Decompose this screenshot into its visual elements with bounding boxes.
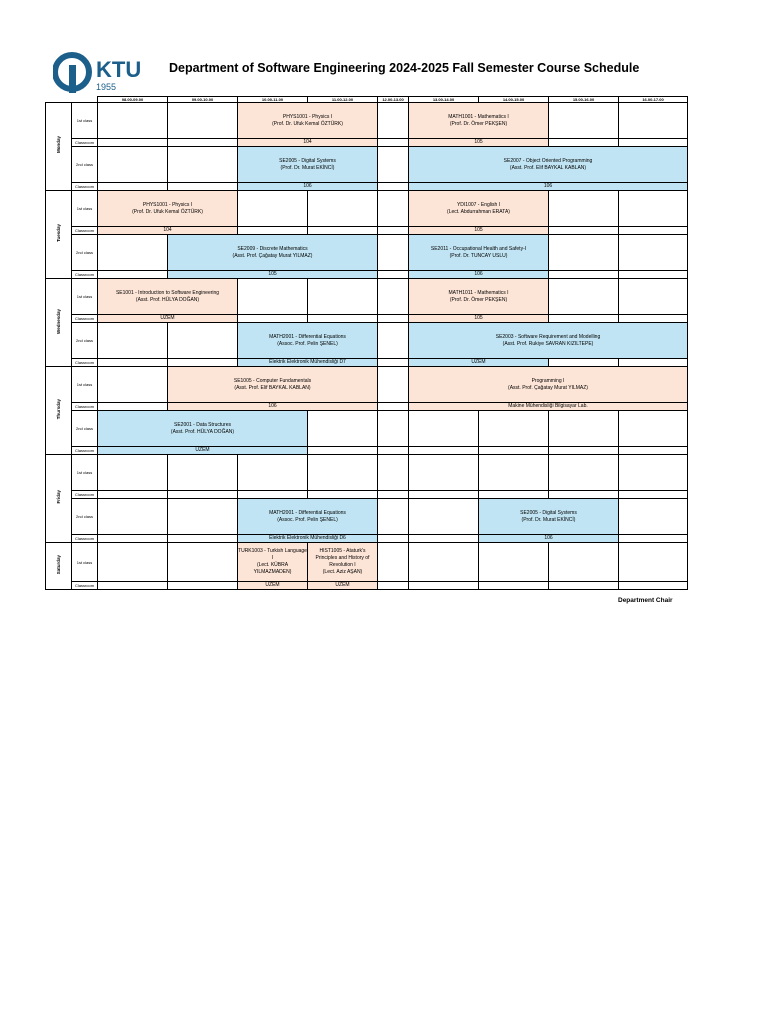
row-label: 2nd class <box>72 411 98 447</box>
course-cell: TURK1003 - Turkish Language I (Lect. KÜBRA YILMAZMADEN) <box>238 543 308 582</box>
classroom-cell: 106 <box>409 271 549 279</box>
day-tuesday: Tuesday <box>46 191 72 279</box>
logo-year: 1955 <box>96 82 117 92</box>
tuesday-2nd-class-row <box>46 235 688 271</box>
row-label: 1st class <box>72 279 98 315</box>
course-cell: SE2011 - Occupational Health and Safety-I (Prof. Dr. TUNCAY USLU) <box>409 235 549 271</box>
tuesday-classroom-row <box>46 271 688 279</box>
row-label: Classroom <box>72 315 98 323</box>
course-cell: YDI1007 - English I (Lect. Abdurrahman ERATA) <box>409 191 549 227</box>
time-slot: 12.00-13.00 <box>378 97 409 103</box>
time-slot: 11.00-12.00 <box>308 97 378 103</box>
course-cell: MATH1011 - Mathematics I (Prof. Dr. Ömer PEKŞEN) <box>409 279 549 315</box>
time-slot: 14.00-15.00 <box>479 97 549 103</box>
wednesday-2nd-class-row <box>46 323 688 359</box>
wednesday-classroom-row <box>46 315 688 323</box>
friday-2nd-class-row <box>46 499 688 535</box>
row-label: 2nd class <box>72 235 98 271</box>
row-label: Classroom <box>72 183 98 191</box>
classroom-cell: 106 <box>479 535 619 543</box>
saturday-classroom-row <box>46 582 688 590</box>
time-slot: 16.00-17.00 <box>619 97 688 103</box>
page-title: Department of Software Engineering 2024-2025 Fall Semester Course Schedule <box>169 61 640 75</box>
day-wednesday: Wednesday <box>46 279 72 367</box>
day-monday: Monday <box>46 103 72 191</box>
ktu-logo <box>53 51 163 93</box>
thursday-1st-class-row <box>46 367 688 403</box>
friday-1st-class-row <box>46 455 688 491</box>
classroom-cell: 105 <box>409 227 549 235</box>
day-friday: Friday <box>46 455 72 543</box>
course-cell: PHYS1001 - Physics I (Prof. Dr. Ufuk Kemal ÖZTÜRK) <box>98 191 238 227</box>
row-label: 1st class <box>72 455 98 491</box>
course-cell: Programming I (Asst. Prof. Çağatay Murat YILMAZ) <box>409 367 688 403</box>
row-label: Classroom <box>72 271 98 279</box>
tuesday-classroom-row <box>46 227 688 235</box>
row-label: Classroom <box>72 359 98 367</box>
course-cell: MATH2001 - Differential Equations (Assoc. Prof. Pelin ŞENEL) <box>238 499 378 535</box>
time-slot: 09.00-10.00 <box>168 97 238 103</box>
classroom-cell: 106 <box>168 403 378 411</box>
classroom-cell: Makine Mühendisliği Bilgisayar Lab. <box>409 403 688 411</box>
classroom-cell: 105 <box>409 139 549 147</box>
row-label: 2nd class <box>72 323 98 359</box>
thursday-classroom-row <box>46 447 688 455</box>
course-cell: SE2003 - Software Requirement and Modelling (Asst. Prof. Rukiye SAVRAN KIZILTEPE) <box>409 323 688 359</box>
course-cell: PHYS1001 - Physics I (Prof. Dr. Ufuk Kemal ÖZTÜRK) <box>238 103 378 139</box>
classroom-cell: UZEM <box>98 315 238 323</box>
classroom-cell: 104 <box>238 139 378 147</box>
classroom-cell: UZEM <box>308 582 378 590</box>
row-label: Classroom <box>72 227 98 235</box>
classroom-cell: UZEM <box>238 582 308 590</box>
course-schedule-table <box>45 96 688 590</box>
course-cell: SE2005 - Digital Systems (Prof. Dr. Murat EKİNCİ) <box>479 499 619 535</box>
wednesday-classroom-row <box>46 359 688 367</box>
classroom-cell: 105 <box>409 315 549 323</box>
monday-classroom-row <box>46 183 688 191</box>
course-cell: SE1001 - Introduction to Software Engineering (Asst. Prof. HÜLYA DOĞAN) <box>98 279 238 315</box>
department-chair-label: Department Chair <box>618 597 673 604</box>
row-label: 2nd class <box>72 147 98 183</box>
saturday-1st-class-row <box>46 543 688 582</box>
course-cell: HIST1005 - Ataturk's Principles and History of Revolution I (Lect. Aziz AŞAN) <box>308 543 378 582</box>
monday-2nd-class-row <box>46 147 688 183</box>
course-cell: SE2007 - Object Oriented Programming (Asst. Prof. Elif BAYKAL KABLAN) <box>409 147 688 183</box>
row-label: Classroom <box>72 491 98 499</box>
row-label: 1st class <box>72 103 98 139</box>
tuesday-1st-class-row <box>46 191 688 227</box>
course-cell: SE2009 - Discrete Mathematics (Asst. Prof. Çağatay Murat YILMAZ) <box>168 235 378 271</box>
course-cell: SE2001 - Data Structures (Asst. Prof. HÜLYA DOĞAN) <box>98 411 308 447</box>
classroom-cell: UZEM <box>409 359 549 367</box>
time-slot: 10.00-11.00 <box>238 97 308 103</box>
row-label: 2nd class <box>72 499 98 535</box>
friday-classroom-row <box>46 535 688 543</box>
thursday-classroom-row <box>46 403 688 411</box>
row-label: 1st class <box>72 543 98 582</box>
monday-1st-class-row <box>46 103 688 139</box>
classroom-cell: 106 <box>238 183 378 191</box>
course-cell: SE2005 - Digital Systems (Prof. Dr. Murat EKİNCİ) <box>238 147 378 183</box>
classroom-cell: 105 <box>168 271 378 279</box>
classroom-cell: 106 <box>409 183 688 191</box>
row-label: Classroom <box>72 403 98 411</box>
row-label: Classroom <box>72 582 98 590</box>
classroom-cell: Elektrik Elektronik Mühendisliği D7 <box>238 359 378 367</box>
course-cell: MATH2001 - Differential Equations (Assoc. Prof. Pelin ŞENEL) <box>238 323 378 359</box>
row-label: Classroom <box>72 447 98 455</box>
classroom-cell: 104 <box>98 227 238 235</box>
monday-classroom-row <box>46 139 688 147</box>
time-slot: 15.00-16.00 <box>549 97 619 103</box>
day-saturday: Saturday <box>46 543 72 590</box>
logo-text: KTU <box>96 57 142 82</box>
wednesday-1st-class-row <box>46 279 688 315</box>
row-label: 1st class <box>72 191 98 227</box>
row-label: Classroom <box>72 535 98 543</box>
classroom-cell: UZEM <box>98 447 308 455</box>
row-label: 1st class <box>72 367 98 403</box>
course-cell: SE1005 - Computer Fundamentals (Asst. Prof. Elif BAYKAL KABLAN) <box>168 367 378 403</box>
friday-classroom-row <box>46 491 688 499</box>
time-slot: 13.00-14.00 <box>409 97 479 103</box>
thursday-2nd-class-row <box>46 411 688 447</box>
row-label: Classroom <box>72 139 98 147</box>
time-slot: 08.00-09.00 <box>98 97 168 103</box>
day-thursday: Thursday <box>46 367 72 455</box>
classroom-cell: Elektrik Elektronik Mühendisliği D6 <box>238 535 378 543</box>
course-cell: MATH1001 - Mathematics I (Prof. Dr. Ömer PEKŞEN) <box>409 103 549 139</box>
